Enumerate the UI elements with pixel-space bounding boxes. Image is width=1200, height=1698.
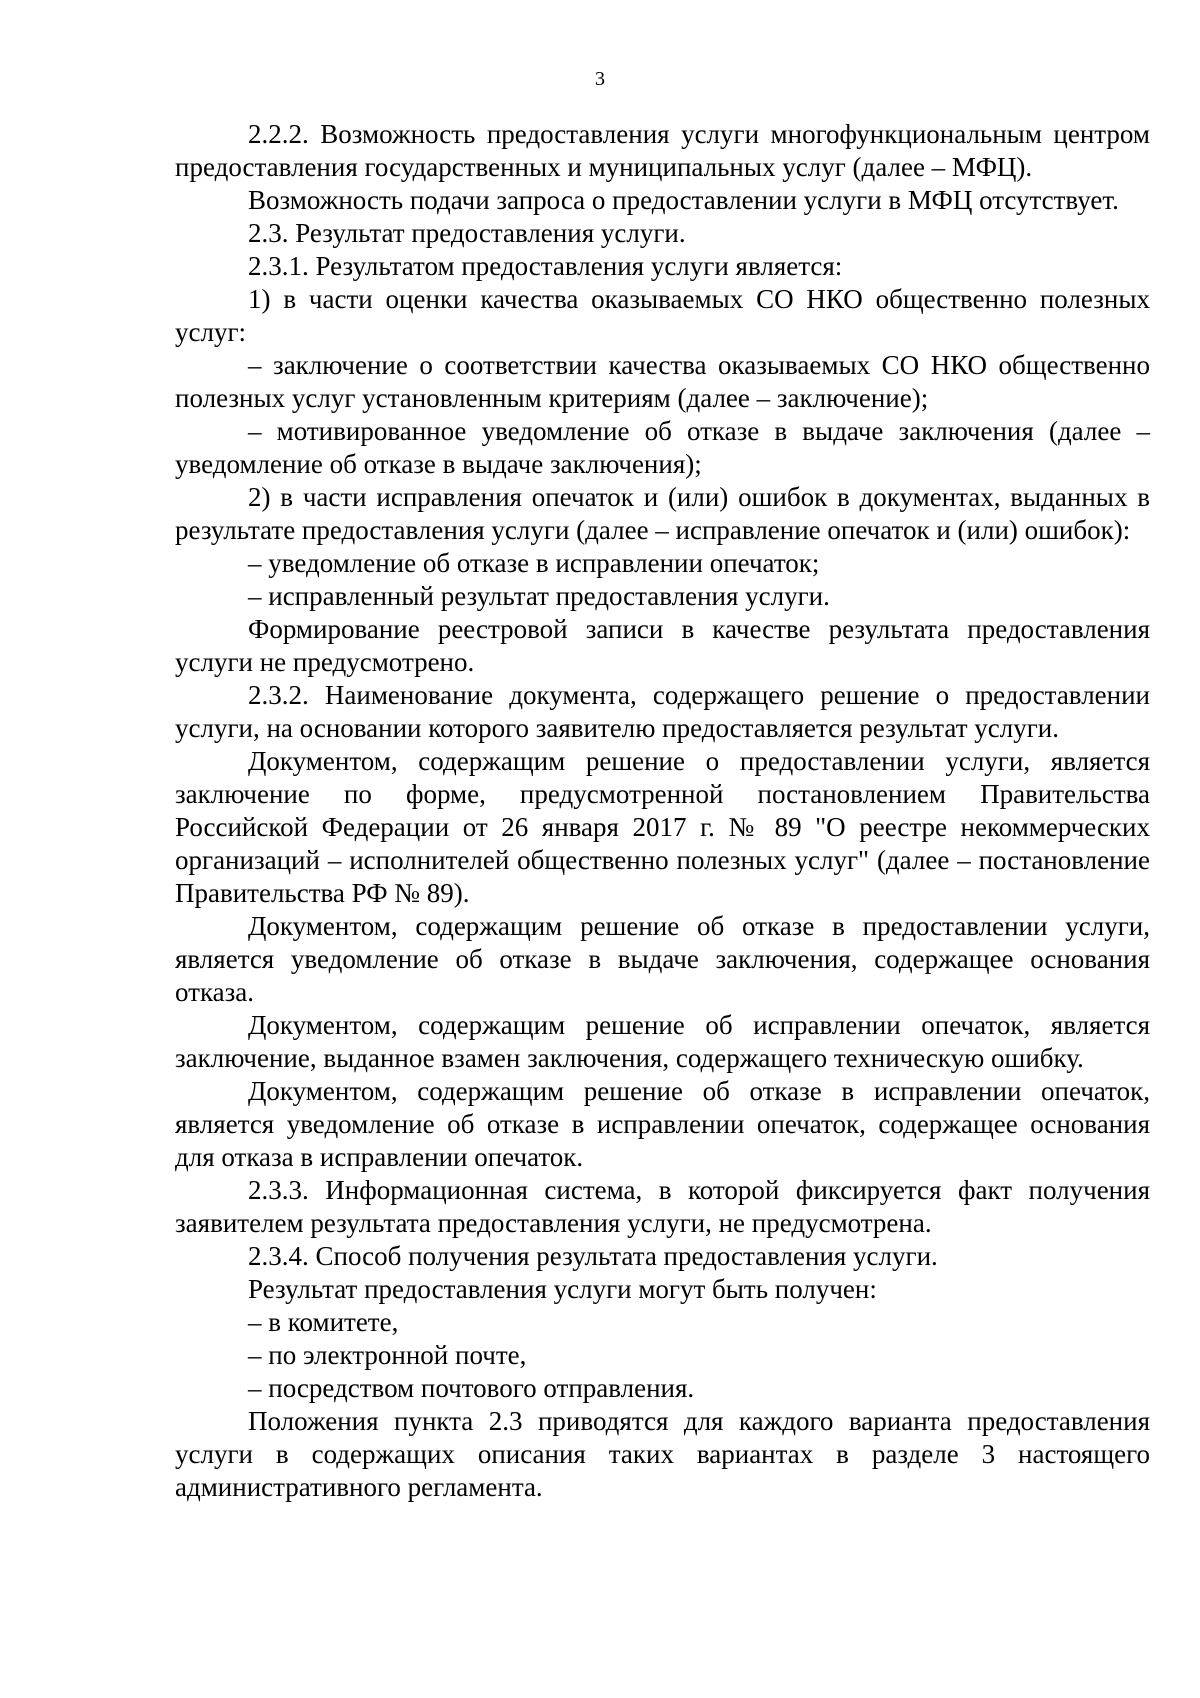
- paragraph-mfc-request: Возможность подачи запроса о предоставлении услуги в МФЦ отсутствует.: [248, 185, 1119, 215]
- paragraph-refusal-document: Документом, содержащим решение об отказе в предоставлении услуги, является уведомление об отказе в выдаче заключения, содержащее основания отказа.: [175, 911, 1150, 1007]
- paragraph-dash-mail: – посредством почтового отправления.: [248, 1373, 695, 1403]
- page-number: 3: [595, 68, 605, 90]
- paragraph-dash-committee: – в комитете,: [248, 1307, 399, 1337]
- document-body: [175, 118, 1150, 1504]
- paragraph-dash-email: – по электронной почте,: [248, 1340, 527, 1370]
- paragraph-dash-conclusion: – заключение о соответствии качества оказываемых СО НКО общественно полезных услуг установленным критериям (далее – заключение);: [175, 350, 1150, 413]
- paragraph-2-3: 2.3. Результат предоставления услуги.: [248, 218, 686, 248]
- paragraph-result-methods: Результат предоставления услуги могут быть получен:: [248, 1274, 877, 1304]
- paragraph-decision-document: Документом, содержащим решение о предоставлении услуги, является заключение по форме, предусмотренной постановлением Правительства Российской Федерации от 26 января 2017 г. № 89 "О реестре некоммерческих организаций – исполнителей общественно полезных услуг" (далее – постановление Правительства РФ № 89).: [175, 746, 1150, 908]
- paragraph-dash-typo-refusal: – уведомление об отказе в исправлении опечаток;: [248, 548, 820, 578]
- paragraph-item-1: 1) в части оценки качества оказываемых СО НКО общественно полезных услуг:: [175, 284, 1150, 347]
- paragraph-2-2-2: 2.2.2. Возможность предоставления услуги многофункциональным центром предоставления государственных и муниципальных услуг (далее – МФЦ).: [175, 119, 1150, 182]
- paragraph-provisions-2-3: Положения пункта 2.3 приводятся для каждого варианта предоставления услуги в содержащих описания таких вариантах в разделе 3 настоящего административного регламента.: [175, 1406, 1150, 1502]
- paragraph-2-3-1: 2.3.1. Результатом предоставления услуги является:: [248, 251, 843, 281]
- paragraph-2-3-4: 2.3.4. Способ получения результата предоставления услуги.: [248, 1241, 938, 1271]
- paragraph-registry-record: Формирование реестровой записи в качестве результата предоставления услуги не предусмотрено.: [175, 614, 1150, 677]
- paragraph-dash-corrected-result: – исправленный результат предоставления услуги.: [248, 581, 830, 611]
- paragraph-2-3-2: 2.3.2. Наименование документа, содержащего решение о предоставлении услуги, на основании которого заявителю предоставляется результат услуги.: [175, 680, 1150, 743]
- paragraph-correction-document: Документом, содержащим решение об исправлении опечаток, является заключение, выданное взамен заключения, содержащего техническую ошибку.: [175, 1010, 1150, 1073]
- paragraph-2-3-3: 2.3.3. Информационная система, в которой фиксируется факт получения заявителем результата предоставления услуги, не предусмотрена.: [175, 1175, 1150, 1238]
- paragraph-dash-refusal-notice: – мотивированное уведомление об отказе в выдаче заключения (далее – уведомление об отказе в выдаче заключения);: [175, 416, 1150, 479]
- paragraph-item-2: 2) в части исправления опечаток и (или) ошибок в документах, выданных в результате предоставления услуги (далее – исправление опечаток и (или) ошибок):: [175, 482, 1150, 545]
- paragraph-correction-refusal-document: Документом, содержащим решение об отказе в исправлении опечаток, является уведомление об отказе в исправлении опечаток, содержащее основания для отказа в исправлении опечаток.: [175, 1076, 1150, 1172]
